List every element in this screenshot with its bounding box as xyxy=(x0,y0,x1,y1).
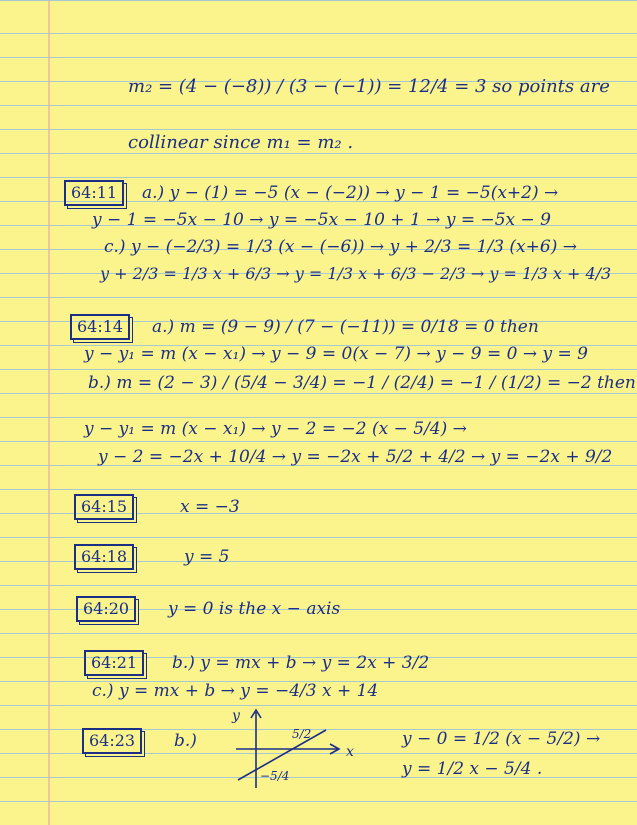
problem-label-64-23: 64:23 xyxy=(82,728,142,754)
problem-64-21-line-2: c.) y = mx + b → y = −4/3 x + 14 xyxy=(92,681,379,701)
margin-line xyxy=(48,0,50,825)
problem-64-11-line-3: c.) y − (−2/3) = 1/3 (x − (−6)) → y + 2/3 = 1/3 (x+6) → xyxy=(104,237,577,257)
problem-64-14-line-4: y − y₁ = m (x − x₁) → y − 2 = −2 (x − 5/4) → xyxy=(84,419,467,439)
slope-equation: m₂ = (4 − (−8)) / (3 − (−1)) = 12/4 = 3 so points are xyxy=(128,76,610,97)
problem-64-14-line-1: a.) m = (9 − 9) / (7 − (−11)) = 0/18 = 0 then xyxy=(152,317,539,337)
y-intercept-label: −5/4 xyxy=(260,769,290,783)
x-intercept-label: 5/2 xyxy=(292,727,312,741)
problem-64-23-line-2: y − 0 = 1/2 (x − 5/2) → xyxy=(402,729,601,749)
problem-64-14-line-5: y − 2 = −2x + 10/4 → y = −2x + 5/2 + 4/2 → y = −2x + 9/2 xyxy=(98,447,613,467)
y-axis-label: y xyxy=(232,708,240,724)
problem-64-11-line-2: y − 1 = −5x − 10 → y = −5x − 10 + 1 → y = −5x − 9 xyxy=(92,210,551,230)
problem-64-14-line-2: y − y₁ = m (x − x₁) → y − 9 = 0(x − 7) → y − 9 = 0 → y = 9 xyxy=(84,344,588,364)
problem-64-15-answer: x = −3 xyxy=(180,497,240,517)
problem-64-11-line-1: a.) y − (1) = −5 (x − (−2)) → y − 1 = −5(x+2) → xyxy=(142,183,559,203)
problem-label-64-11: 64:11 xyxy=(64,180,124,206)
problem-label-64-14: 64:14 xyxy=(70,314,130,340)
x-axis-label: x xyxy=(346,744,354,760)
problem-64-18-answer: y = 5 xyxy=(184,547,230,567)
problem-label-64-15: 64:15 xyxy=(74,494,134,520)
problem-64-21-line-1: b.) y = mx + b → y = 2x + 3/2 xyxy=(172,653,430,673)
problem-label-64-20: 64:20 xyxy=(76,596,136,622)
problem-64-23-part-b: b.) xyxy=(174,731,197,751)
problem-64-20-answer: y = 0 is the x − axis xyxy=(168,599,341,619)
problem-label-64-21: 64:21 xyxy=(84,650,144,676)
problem-64-14-line-3: b.) m = (2 − 3) / (5/4 − 3/4) = −1 / (2/4) = −1 / (1/2) = −2 then xyxy=(88,373,636,393)
problem-label-64-18: 64:18 xyxy=(74,544,134,570)
problem-64-11-line-4: y + 2/3 = 1/3 x + 6/3 → y = 1/3 x + 6/3 − 2/3 → y = 1/3 x + 4/3 xyxy=(100,264,612,283)
collinear-conclusion: collinear since m₁ = m₂ . xyxy=(128,132,354,153)
line-sketch-graph xyxy=(226,704,366,794)
problem-64-23-line-3: y = 1/2 x − 5/4 . xyxy=(402,759,543,779)
